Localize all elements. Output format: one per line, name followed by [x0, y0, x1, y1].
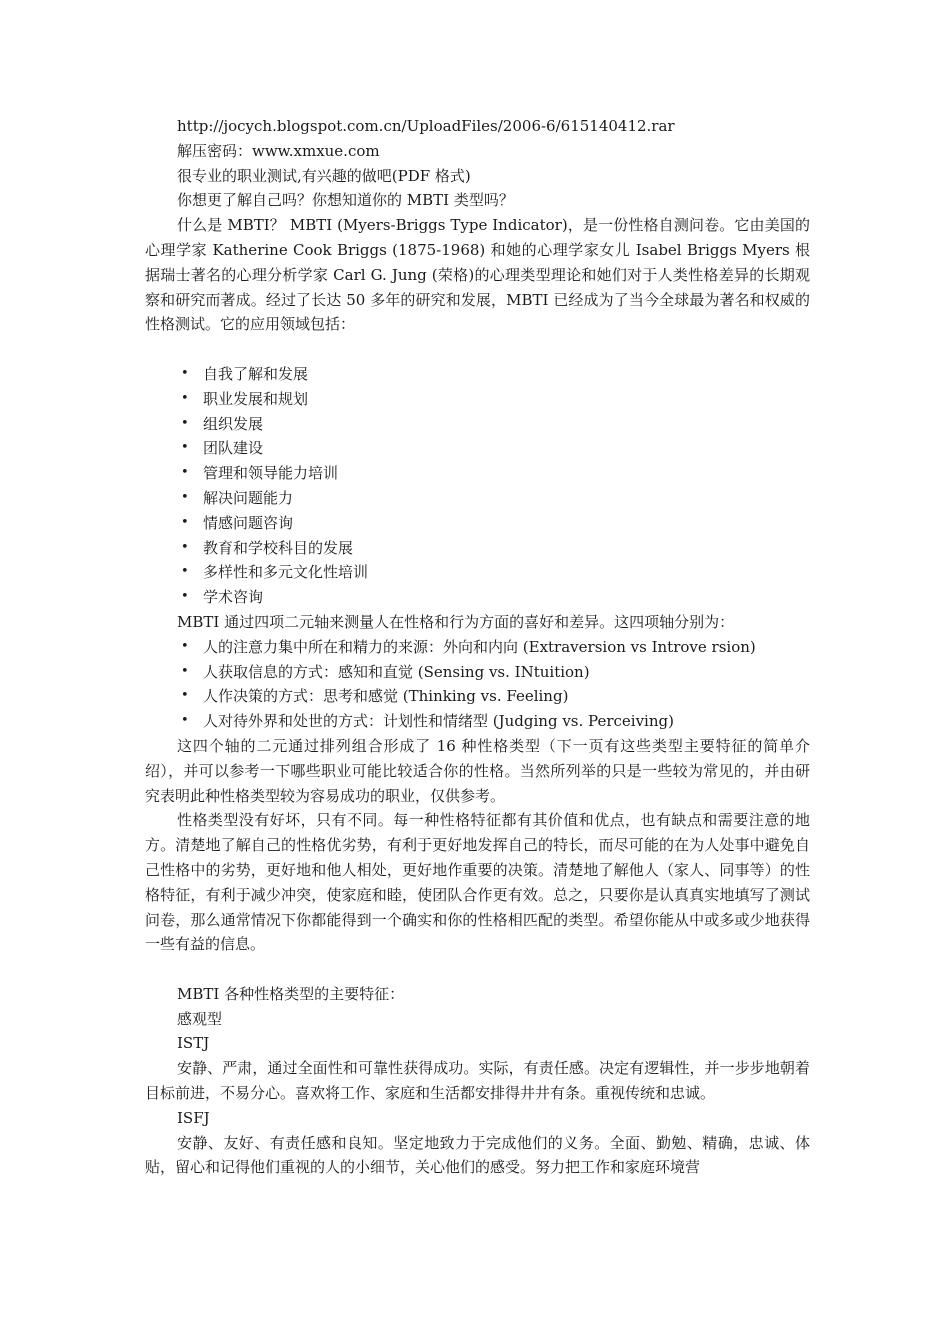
list-item: • 学术咨询 — [145, 585, 810, 610]
sixteen-types-paragraph: 这四个轴的二元通过排列组合形成了 16 种性格类型（下一页有这些类型主要特征的简单介绍），并可以参考一下哪些职业可能比较适合你的性格。当然所列举的只是一些较为常见的，并由研究表明此种性格类型较为容易成功的职业，仅供参考。 — [145, 736, 810, 805]
what-is-mbti-paragraph: 什么是 MBTI？ MBTI (Myers-Briggs Type Indicator)，是一份性格自测问卷。它由美国的心理学家 Katherine Cook Briggs (1875-1968) 和她的心理学家女儿 Isabel Briggs Myers 根据瑞士著名的心理分析学家 Carl G. Jung (荣格)的心理类型理论和她们对于人类性格差异的长期观察和研究而著成。经过了长达 50 多年的研究和发展，MBTI 已经成为了当今全球最为著名和权威的性格测试。它的应用领域包括： — [145, 216, 810, 334]
download-link[interactable]: http://jocych.blogspot.com.cn/UploadFiles/2006-6/615140412.rar — [177, 117, 675, 135]
list-item: • 团队建设 — [145, 436, 810, 461]
list-item: • 人的注意力集中所在和精力的来源：外向和内向 (Extraversion vs Introve rsion) — [145, 635, 810, 660]
list-item: • 解决问题能力 — [145, 486, 810, 511]
spacer — [145, 957, 810, 982]
list-item: • 人对待外界和处世的方式：计划性和情绪型 (Judging vs. Perceiving) — [145, 709, 810, 734]
intro-line: 很专业的职业测试,有兴趣的做吧(PDF 格式) — [177, 166, 471, 185]
password-line: 解压密码：www.xmxue.com — [177, 141, 380, 160]
axes-intro: MBTI 通过四项二元轴来测量人在性格和行为方面的喜好和差异。这四项轴分别为： — [177, 612, 735, 631]
document-page — [145, 114, 810, 1180]
type-description: 安静、友好、有责任感和良知。坚定地致力于完成他们的义务。全面、勤勉、精确，忠诚、体贴，留心和记得他们重视的人的小细节，关心他们的感受。努力把工作和家庭环境营 — [145, 1133, 810, 1177]
question-line: 你想更了解自己吗？你想知道你的 MBTI 类型吗？ — [177, 191, 514, 210]
list-item: • 组织发展 — [145, 412, 810, 437]
list-item: • 自我了解和发展 — [145, 362, 810, 387]
list-item: • 教育和学校科目的发展 — [145, 536, 810, 561]
list-item: • 职业发展和规划 — [145, 387, 810, 412]
list-item: • 人作决策的方式：思考和感觉 (Thinking vs. Feeling) — [145, 684, 810, 709]
types-heading: MBTI 各种性格类型的主要特征： — [177, 984, 405, 1003]
type-code: ISTJ — [177, 1034, 210, 1053]
spacer — [145, 337, 810, 362]
list-item: • 多样性和多元文化性培训 — [145, 560, 810, 585]
list-item: • 人获取信息的方式：感知和直觉 (Sensing vs. INtuition) — [145, 660, 810, 685]
category-heading: 感观型 — [177, 1009, 223, 1028]
list-item: • 情感问题咨询 — [145, 511, 810, 536]
type-code: ISFJ — [177, 1108, 210, 1127]
axes-list — [145, 635, 810, 734]
type-description: 安静、严肃，通过全面性和可靠性获得成功。实际，有责任感。决定有逻辑性，并一步步地朝着目标前进，不易分心。喜欢将工作、家庭和生活都安排得井井有条。重视传统和忠诚。 — [145, 1059, 810, 1103]
list-item: • 管理和领导能力培训 — [145, 461, 810, 486]
no-good-bad-paragraph: 性格类型没有好坏，只有不同。每一种性格特征都有其价值和优点，也有缺点和需要注意的地方。清楚地了解自己的性格优劣势，有利于更好地发挥自己的特长，而尽可能的在为人处事中避免自己性格中的劣势，更好地和他人相处，更好地作重要的决策。清楚地了解他人（家人、同事等）的性格特征，有利于减少冲突，使家庭和睦，使团队合作更有效。总之，只要你是认真真实地填写了测试问卷，那么通常情况下你都能得到一个确实和你的性格相匹配的类型。希望你能从中或多或少地获得一些有益的信息。 — [145, 811, 810, 954]
applications-list — [145, 362, 810, 610]
